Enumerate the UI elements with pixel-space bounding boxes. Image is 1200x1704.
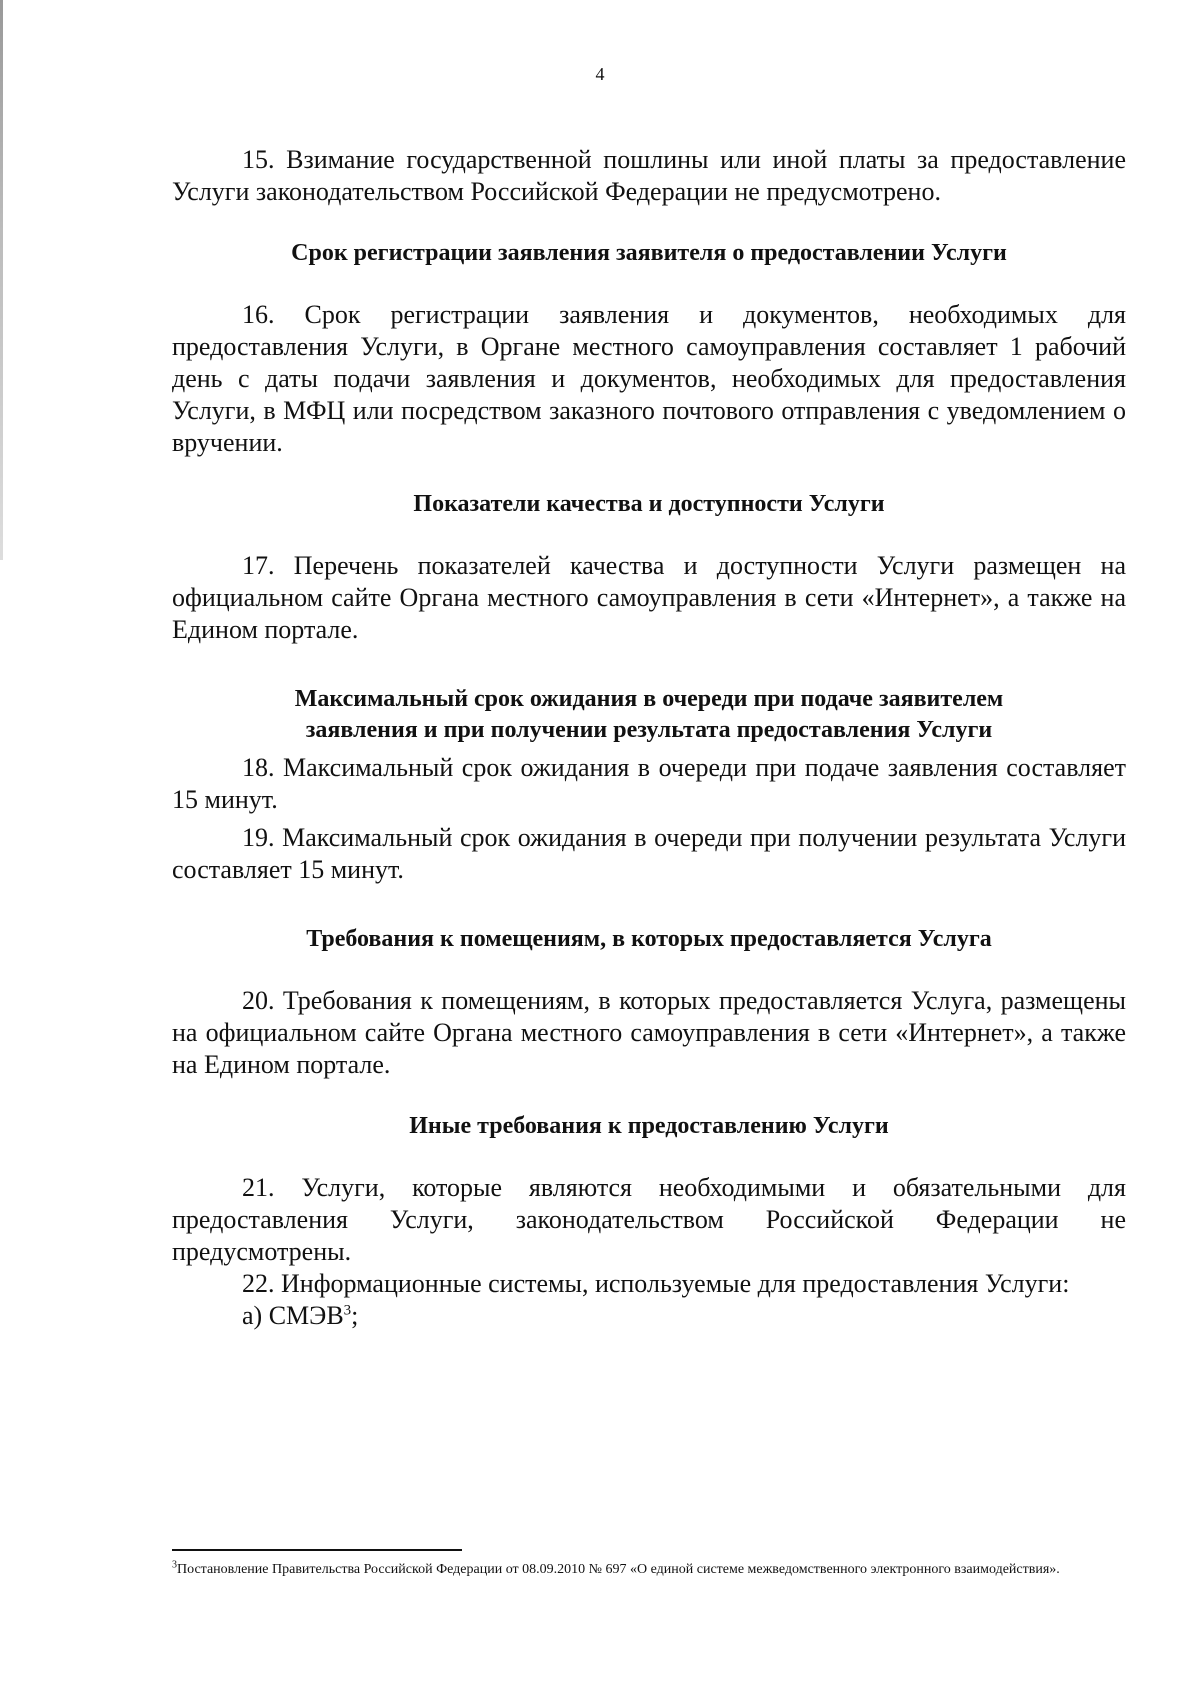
- paragraph-19: 19. Максимальный срок ожидания в очереди при получении результата Услуги составляет 15 минут.: [172, 823, 1126, 884]
- paragraph-22: 22. Информационные системы, используемые для предоставления Услуги:: [242, 1269, 1070, 1298]
- footnote-reference[interactable]: 3: [343, 1302, 352, 1319]
- paragraph-17: 17. Перечень показателей качества и доступности Услуги размещен на официальном сайте Органа местного самоуправления в сети «Интернет», а также на Едином портале.: [172, 551, 1126, 644]
- footnote-divider: [172, 1549, 462, 1551]
- heading-other-requirements: Иные требования к предоставлению Услуги: [409, 1113, 889, 1139]
- paragraph-21: 21. Услуги, которые являются необходимыми и обязательными для предоставления Услуги, законодательством Российской Федерации не предусмотрены.: [172, 1173, 1126, 1266]
- paragraph-18: 18. Максимальный срок ожидания в очереди при подаче заявления составляет 15 минут.: [172, 753, 1126, 814]
- paragraph-16: 16. Срок регистрации заявления и документов, необходимых для предоставления Услуги, в Органе местного самоуправления составляет 1 рабочий день с даты подачи заявления и документов, необходимых для предоставления Услуги, в МФЦ или посредством заказного почтового отправления с уведомлением о вручении.: [172, 300, 1126, 457]
- footnote-marker: 3: [172, 1559, 177, 1571]
- page-number: 4: [595, 64, 605, 84]
- heading-quality-indicators: Показатели качества и доступности Услуги: [413, 491, 885, 517]
- heading-queue-wait-line-2: заявления и при получении результата предоставления Услуги: [305, 717, 993, 743]
- heading-queue-wait-line-1: Максимальный срок ожидания в очереди при подаче заявителем: [294, 686, 1004, 712]
- footnote: [172, 1560, 1126, 1579]
- heading-registration-term: Срок регистрации заявления заявителя о предоставлении Услуги: [291, 240, 1007, 266]
- paragraph-15: 15. Взимание государственной пошлины или иной платы за предоставление Услуги законодательством Российской Федерации не предусмотрено.: [172, 145, 1126, 206]
- list-item-a-suffix: ;: [351, 1301, 359, 1330]
- list-item-a: [172, 1300, 1126, 1332]
- heading-premises-requirements: Требования к помещениям, в которых предоставляется Услуга: [306, 926, 992, 952]
- paragraph-20: 20. Требования к помещениям, в которых предоставляется Услуга, размещены на официальном сайте Органа местного самоуправления в сети «Интернет», а также на Едином портале.: [172, 986, 1126, 1079]
- list-item-a-text: а) СМЭВ: [242, 1301, 344, 1330]
- footnote-text: Постановление Правительства Российской Федерации от 08.09.2010 № 697 «О единой системе межведомственного электронного взаимодействия».: [177, 1562, 1060, 1577]
- document-body: [172, 144, 1126, 1332]
